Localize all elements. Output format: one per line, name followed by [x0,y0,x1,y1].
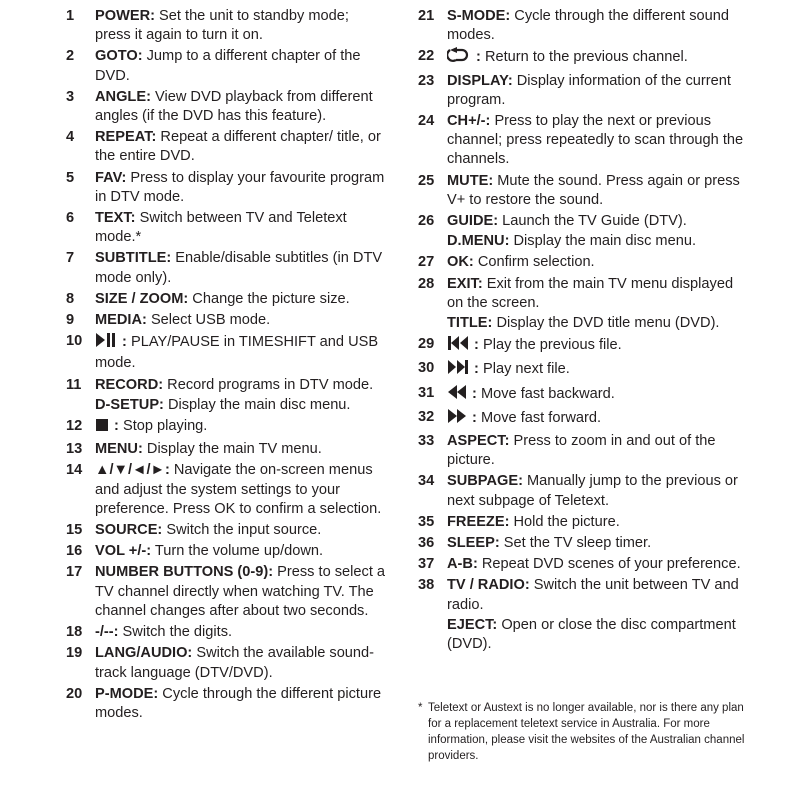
button-description: Enable/disable subtitles (in DTV mode only). [95,250,383,286]
list-item [66,88,388,126]
item-number: 35 [418,513,435,530]
button-name: GUIDE: [447,213,499,230]
item-number: 22 [418,48,435,65]
item-number: 15 [66,522,83,539]
list-item [66,417,388,438]
list-item [418,384,748,406]
item-number: 13 [66,441,83,458]
button-description: Return to the previous channel. [480,49,688,66]
button-description: Display the main TV menu. [142,441,322,458]
button-description: Jump to a different chapter of the DVD. [95,48,361,84]
play-pause-icon [95,332,117,354]
button-description: Press to play the next or previous channel; press repeatedly to scan through the channels. [447,113,744,168]
item-description [95,521,388,540]
item-number: 27 [418,254,435,271]
item-number: 24 [418,113,435,130]
button-name: : [118,334,127,351]
list-item [418,534,748,553]
button-name: SLEEP: [447,535,500,552]
item-description [95,169,388,207]
item-description [95,461,388,519]
button-name: MENU: [95,441,143,458]
button-description: Hold the picture. [509,513,620,530]
list-item [418,335,748,357]
item-description [447,47,748,69]
button-description: Cycle through the different picture modes. [95,685,382,721]
button-description: Record programs in DTV mode. [163,376,374,393]
list-item [66,7,388,45]
list-item [418,72,748,110]
button-name: : [470,337,479,354]
item-description [95,128,388,166]
button-name: REPEAT: [95,129,157,146]
list-item [66,47,388,85]
list-item [66,332,388,373]
list-item [418,112,748,170]
item-number: 12 [66,418,83,435]
button-name: FREEZE: [447,513,510,530]
button-description: Switch the digits. [118,624,233,641]
item-number: 18 [66,624,83,641]
button-description: Launch the TV Guide (DTV). [498,213,687,230]
button-description: Stop playing. [118,418,208,435]
item-description [447,172,748,210]
button-description: Display information of the current program. [447,72,731,108]
button-description: Press to display your favourite program in DTV mode. [95,169,385,205]
list-item [66,440,388,459]
list-item [418,172,748,210]
button-name: : [470,361,479,378]
item-description [447,275,748,334]
item-description [95,623,388,642]
button-name: MUTE: [447,172,494,189]
button-name: TEXT: [95,210,136,227]
button-description: Cycle through the different sound modes. [447,8,730,44]
item-number: 5 [66,169,75,186]
item-number: 29 [418,336,435,353]
item-number: 31 [418,384,435,401]
button-name: SUBTITLE: [95,250,172,267]
item-description [447,408,748,430]
button-name: ANGLE: [95,88,151,105]
item-number: 23 [418,72,435,89]
list-item [66,128,388,166]
item-description [447,384,748,406]
button-name: SUBPAGE: [447,473,523,490]
button-name: EXIT: [447,275,483,292]
item-description [95,88,388,126]
previous-file-icon [447,335,469,357]
footnote-mark: * [418,702,423,714]
item-description [447,555,748,574]
item-description [95,376,388,415]
item-number: 17 [66,564,83,581]
button-name: A-B: [447,556,478,573]
list-item [418,47,748,69]
secondary-function [95,396,388,415]
item-description [447,72,748,110]
item-description [447,7,748,45]
button-name: FAV: [95,169,127,186]
item-description [447,576,748,654]
item-description [95,249,388,287]
item-number: 26 [418,213,435,230]
list-item [66,290,388,309]
button-description: Play the previous file. [478,337,622,354]
list-item [66,521,388,540]
item-description [447,335,748,357]
button-description: Switch the unit between TV and radio. [447,577,739,613]
button-description: Switch between TV and Teletext mode.* [95,210,347,246]
button-name: MEDIA: [95,312,147,329]
button-name: : [468,385,477,402]
item-number: 14 [66,462,83,479]
button-name: D-SETUP: [95,396,164,413]
list-item [418,359,748,381]
button-name: EJECT: [447,616,498,633]
list-item [66,461,388,519]
button-description: Move fast backward. [476,385,615,402]
item-number: 19 [66,645,83,662]
secondary-function [447,616,748,654]
item-description [447,472,748,510]
footnote [418,700,748,764]
button-name: TITLE: [447,315,493,332]
button-name: -/--: [95,624,119,641]
item-number: 30 [418,360,435,377]
item-number: 20 [66,685,83,702]
item-number: 33 [418,433,435,450]
button-description: Confirm selection. [473,254,595,271]
button-name: RECORD: [95,376,164,393]
item-number: 10 [66,333,83,350]
button-description: Set the unit to standby mode; press it again to turn it on. [95,8,349,44]
secondary-function [447,232,748,251]
button-description: View DVD playback from different angles (if the DVD has this feature). [95,88,373,125]
item-description [95,417,388,438]
item-description [95,440,388,459]
button-description: Turn the volume up/down. [151,543,324,560]
item-description [95,332,388,373]
item-description [95,542,388,561]
footnote-text: Teletext or Austext is no longer available, nor is there any plan for a replacement teletext service in Australia. For more information, please visit the websites of the Australian channel providers. [428,702,745,762]
item-description [447,359,748,381]
list-item [66,169,388,207]
button-name: SIZE / ZOOM: [95,290,189,307]
button-name: D.MENU: [447,233,510,250]
button-name: DISPLAY: [447,72,513,89]
button-name: LANG/AUDIO: [95,645,193,662]
button-description: PLAY/PAUSE in TIMESHIFT and USB mode. [95,334,379,372]
next-file-icon [447,359,469,381]
item-number: 37 [418,556,435,573]
item-description [447,513,748,532]
list-item [418,408,748,430]
item-number: 2 [66,48,75,65]
item-number: 7 [66,250,75,267]
button-name: VOL +/-: [95,543,152,560]
list-item [66,376,388,415]
button-name: P-MODE: [95,685,159,702]
item-number: 21 [418,8,435,24]
button-description: Mute the sound. Press again or press V+ to restore the sound. [447,172,740,208]
item-number: 9 [66,312,75,329]
button-description: Display the main disc menu. [509,233,696,250]
item-description [447,212,748,251]
item-number: 28 [418,275,435,292]
list-item [418,576,748,654]
button-name: ASPECT: [447,433,510,450]
item-number: 36 [418,535,435,552]
button-description: Move fast forward. [476,409,602,426]
button-description: Switch the input source. [162,522,322,539]
button-name: ▲/▼/◄/►: [95,462,170,479]
list-item [418,212,748,251]
item-description [447,432,748,470]
item-number: 16 [66,543,83,560]
item-description [95,563,388,621]
button-name: S-MODE: [447,8,511,24]
button-name: POWER: [95,8,155,24]
list-item [418,513,748,532]
button-description: Switch the available sound-track language (DTV/DVD). [95,645,375,681]
list-item [66,311,388,330]
stop-icon [95,418,109,438]
button-list-right [418,7,748,656]
button-name: : [472,49,481,66]
secondary-function [447,314,748,333]
button-description: Select USB mode. [146,312,271,329]
button-description: Set the TV sleep timer. [499,535,652,552]
item-number: 32 [418,408,435,425]
item-number: 6 [66,210,75,227]
button-description: Press to select a TV channel directly when watching TV. The channel changes after about two seconds. [95,564,386,619]
button-name: : [468,409,477,426]
item-number: 4 [66,129,75,146]
button-description: Manually jump to the previous or next subpage of Teletext. [447,473,738,509]
list-item [66,685,388,723]
item-description [447,112,748,170]
item-description [447,534,748,553]
button-description: Repeat a different chapter/ title, or the entire DVD. [95,129,381,165]
item-number: 11 [66,376,82,393]
button-name: GOTO: [95,48,143,65]
button-description: Display the main disc menu. [163,396,351,413]
list-item [418,472,748,510]
list-item [66,623,388,642]
list-item [418,275,748,334]
fast-forward-icon [447,408,467,430]
item-description [95,685,388,723]
button-name: TV / RADIO: [447,577,530,594]
item-number: 3 [66,88,75,105]
item-description [95,644,388,682]
list-item [418,253,748,272]
button-description: Change the picture size. [188,290,350,307]
list-item [418,432,748,470]
item-description [95,7,388,45]
item-description [95,311,388,330]
item-description [95,209,388,247]
button-description: Open or close the disc compartment (DVD). [447,616,736,653]
list-item [66,542,388,561]
item-description [95,290,388,309]
list-item [66,209,388,247]
return-icon [447,47,471,69]
item-description [447,253,748,272]
button-description: Play next file. [478,361,570,378]
fast-backward-icon [447,384,467,406]
item-number: 1 [66,8,75,24]
button-description: Navigate the on-screen menus and adjust the system settings to your preference. Press OK to confirm a selection. [95,462,382,517]
button-name: : [110,418,119,435]
item-description [95,47,388,85]
item-number: 34 [418,473,435,490]
button-description: Exit from the main TV menu displayed on the screen. [447,275,734,311]
list-item [418,555,748,574]
button-name: CH+/-: [447,113,491,130]
list-item [66,563,388,621]
button-name: OK: [447,254,474,271]
button-description: Repeat DVD scenes of your preference. [477,556,741,573]
list-item [418,7,748,45]
list-item [66,644,388,682]
button-description: Display the DVD title menu (DVD). [492,315,720,332]
button-name: NUMBER BUTTONS (0-9): [95,564,274,581]
button-list-left [66,7,388,725]
list-item [66,249,388,287]
button-description: Press to zoom in and out of the picture. [447,433,716,469]
button-name: SOURCE: [95,522,163,539]
item-number: 25 [418,172,435,189]
item-number: 8 [66,290,75,307]
item-number: 38 [418,577,435,594]
